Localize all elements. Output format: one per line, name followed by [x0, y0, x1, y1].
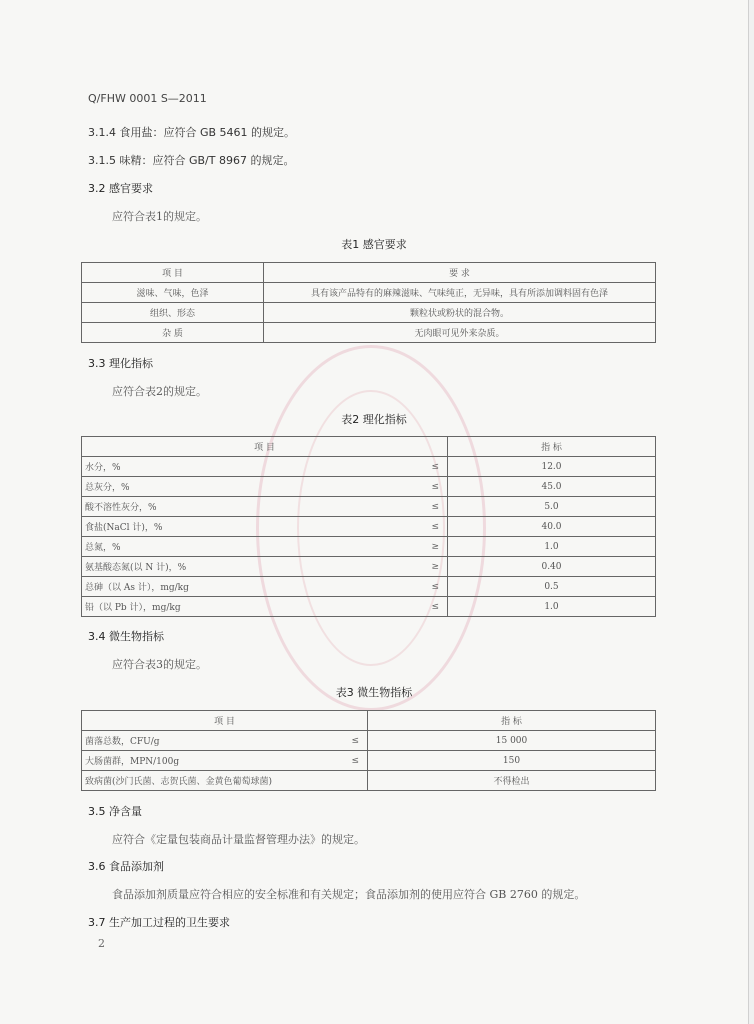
table-header-cell: 项 目 [82, 263, 264, 283]
table-header-cell: 指 标 [368, 711, 656, 731]
table-cell-symbol: ≤ [264, 477, 448, 497]
table-cell: 45.0 [448, 477, 656, 497]
clause-3-1-4: 3.1.4 食用盐：应符合 GB 5461 的规定。 [88, 126, 296, 139]
table1-caption: 表1 感官要求 [341, 238, 407, 251]
table-cell: 150 [368, 751, 656, 771]
table-header-row [82, 263, 656, 283]
table-cell: 大肠菌群，MPN/100g [82, 751, 264, 771]
table-header-row [82, 711, 656, 731]
section-3-2-text: 应符合表1的规定。 [112, 210, 207, 223]
section-3-6-text: 食品添加剂质量应符合相应的安全标准和有关规定；食品添加剂的使用应符合 GB 2760 的规定。 [112, 888, 586, 901]
table-header-cell: 项 目 [82, 711, 368, 731]
table-row [82, 303, 656, 323]
section-3-3-heading: 3.3 理化指标 [88, 357, 153, 370]
table-header-cell: 指 标 [448, 437, 656, 457]
table-cell: 不得检出 [368, 771, 656, 791]
table-cell: 具有该产品特有的麻辣滋味、气味纯正，无异味，具有所添加调料固有色泽 [264, 283, 656, 303]
section-3-3-text: 应符合表2的规定。 [112, 385, 207, 398]
table-cell: 总灰分，% [82, 477, 264, 497]
section-3-2-heading: 3.2 感官要求 [88, 182, 153, 195]
table-cell: 15 000 [368, 731, 656, 751]
table-cell: 无肉眼可见外来杂质。 [264, 323, 656, 343]
table-cell-symbol: ≤ [264, 731, 368, 751]
table-header-row [82, 437, 656, 457]
table-header-cell: 项 目 [82, 437, 448, 457]
section-3-5-text: 应符合《定量包装商品计量监督管理办法》的规定。 [112, 833, 365, 846]
table-row [82, 577, 656, 597]
table2-caption: 表2 理化指标 [341, 413, 407, 426]
section-3-4-text: 应符合表3的规定。 [112, 658, 207, 671]
table-row [82, 283, 656, 303]
section-3-5-heading: 3.5 净含量 [88, 805, 142, 818]
table-row [82, 497, 656, 517]
table-cell: 12.0 [448, 457, 656, 477]
table-cell-symbol: ≤ [264, 751, 368, 771]
table-cell: 1.0 [448, 537, 656, 557]
table-cell: 铅（以 Pb 计），mg/kg [82, 597, 264, 617]
clause-3-1-5: 3.1.5 味精：应符合 GB/T 8967 的规定。 [88, 154, 295, 167]
page-number: 2 [98, 937, 105, 950]
table-cell: 颗粒状或粉状的混合物。 [264, 303, 656, 323]
table-cell: 0.5 [448, 577, 656, 597]
doc-header: Q/FHW 0001 S—2011 [88, 92, 207, 105]
table-cell: 水分，% [82, 457, 264, 477]
table-cell: 5.0 [448, 497, 656, 517]
table2-physicochemical [81, 436, 656, 617]
table-cell: 杂 质 [82, 323, 264, 343]
table-cell: 总砷（以 As 计），mg/kg [82, 577, 264, 597]
table-cell-symbol: ≥ [264, 537, 448, 557]
table-row [82, 517, 656, 537]
table-cell-symbol: ≥ [264, 557, 448, 577]
table-cell: 食盐(NaCl 计)，% [82, 517, 264, 537]
table-header-cell: 要 求 [264, 263, 656, 283]
table-cell-symbol: ≤ [264, 497, 448, 517]
table-row [82, 731, 656, 751]
table-row [82, 323, 656, 343]
table-row [82, 597, 656, 617]
table-cell-symbol: ≤ [264, 577, 448, 597]
table-cell-symbol: ≤ [264, 597, 448, 617]
section-3-6-heading: 3.6 食品添加剂 [88, 860, 164, 873]
table-cell: 滋味、气味，色泽 [82, 283, 264, 303]
table-cell: 酸不溶性灰分，% [82, 497, 264, 517]
table-cell: 1.0 [448, 597, 656, 617]
table3-microbial [81, 710, 656, 791]
table-row [82, 537, 656, 557]
table-row [82, 477, 656, 497]
table-row [82, 557, 656, 577]
table-cell: 40.0 [448, 517, 656, 537]
table-row [82, 751, 656, 771]
section-3-7-heading: 3.7 生产加工过程的卫生要求 [88, 916, 230, 929]
table-row [82, 457, 656, 477]
table-cell: 总氮，% [82, 537, 264, 557]
table3-caption: 表3 微生物指标 [335, 686, 413, 699]
table-cell-symbol: ≤ [264, 517, 448, 537]
table-cell: 氨基酸态氮(以 N 计)，% [82, 557, 264, 577]
table-cell: 0.40 [448, 557, 656, 577]
table-cell-symbol: ≤ [264, 457, 448, 477]
table-cell: 致病菌(沙门氏菌、志贺氏菌、金黄色葡萄球菌) [82, 771, 368, 791]
table-cell: 菌落总数，CFU/g [82, 731, 264, 751]
section-3-4-heading: 3.4 微生物指标 [88, 630, 164, 643]
table1-sensory [81, 262, 656, 343]
table-row [82, 771, 656, 791]
table-cell: 组织、形态 [82, 303, 264, 323]
